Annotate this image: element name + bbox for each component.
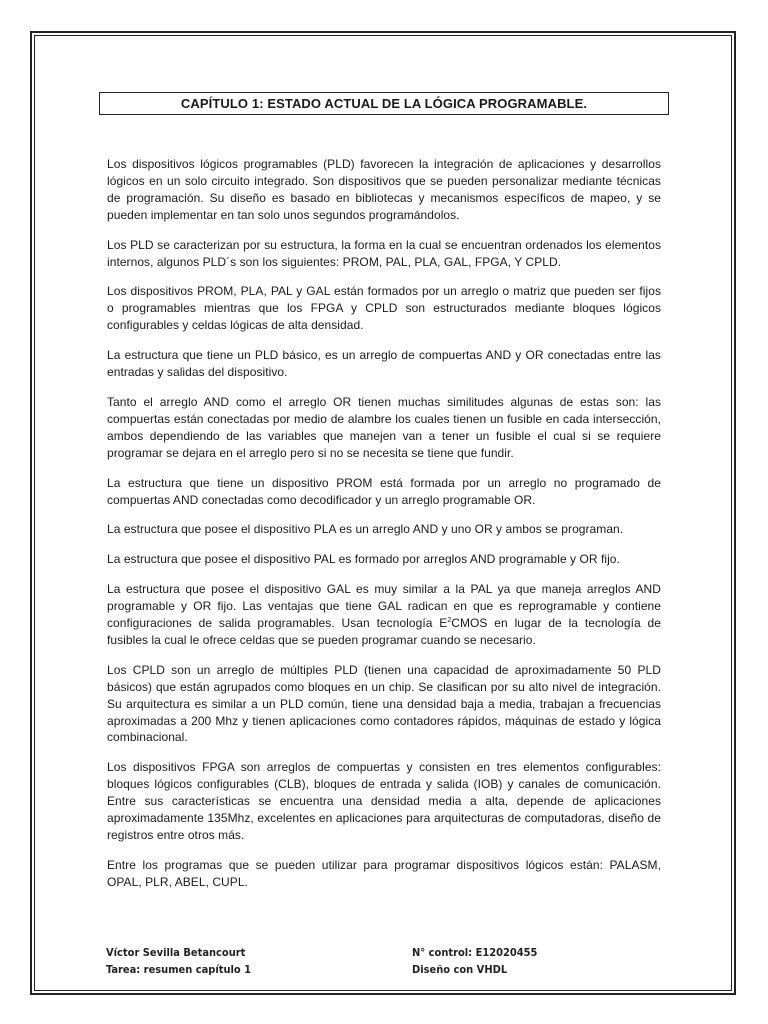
chapter-title: CAPÍTULO 1: ESTADO ACTUAL DE LA LÓGICA PROGRAMABLE.: [99, 92, 669, 115]
paragraph-gal: [107, 581, 661, 649]
paragraph-and-or-arrays: Tanto el arreglo AND como el arreglo OR tienen muchas similitudes algunas de estas son: las compuertas están conectadas por medio de alambre los cuales tienen un fusible en cada intersección, ambos dependiendo de las variables que manejen van a tener un fusible el cual si se requiere programar se dejara en el arreglo pero si no se necesita se tiene que fundir.: [107, 394, 661, 460]
paragraph-arrays: Los dispositivos PROM, PLA, PAL y GAL están formados por un arreglo o matriz que pueden ser fijos o programables mientras que los FPGA y CPLD son estructurados mediante bloques lógicos configurables y celdas lógicas de alta densidad.: [107, 284, 661, 333]
footer-assignment: Tarea: resumen capítulo 1: [106, 963, 252, 976]
footer-right: [412, 944, 537, 978]
paragraph-pld-intro: Los dispositivos lógicos programables (PLD) favorecen la integración de aplicaciones y desarrollos lógicos en un solo circuito integrado. Son dispositivos que se pueden personalizar mediante técnicas de programación. Su diseño es basado en bibliotecas y mecanismos específicos de mapeo, y se pueden implementar en tan solo unos segundos programándolos.: [107, 157, 661, 222]
paragraph-pla: La estructura que posee el dispositivo PLA es un arreglo AND y uno OR y ambos se programan.: [107, 522, 624, 537]
paragraph-prom: La estructura que tiene un dispositivo PROM está formada por un arreglo no programado de compuertas AND conectadas como decodificador y un arreglo programable OR.: [107, 475, 661, 507]
paragraph-gal-head: La estructura que posee el dispositivo GAL es muy similar a la PAL ya que maneja arreglos AND programable y OR fijo. Las ventajas que tiene GAL radican en que es reprogramable y contiene configuraciones de salida programables. Usan tecnología E: [107, 582, 661, 631]
footer-author: Víctor Sevilla Betancourt: [106, 946, 246, 959]
paragraph-cpld: Los CPLD son un arreglo de múltiples PLD (tienen una capacidad de aproximadamente 50 PLD básicos) que están agrupados como bloques en un chip. Se clasifican por su alto nivel de integración. Su arquitectura es similar a un PLD común, tiene una densidad baja a media, trabajan a frecuencias aproximadas a 200 Mhz y tienen aplicaciones como contadores rápidos, máquinas de estado y lógica combinacional.: [107, 662, 661, 745]
paragraph-pal: La estructura que posee el dispositivo PAL es formado por arreglos AND programable y OR fijo.: [107, 552, 620, 567]
document-body: [107, 156, 661, 904]
footer-control-number: N° control: E12020455: [412, 946, 538, 959]
paragraph-programs: Entre los programas que se pueden utilizar para programar dispositivos lógicos están: PALASM, OPAL, PLR, ABEL, CUPL.: [107, 857, 661, 889]
paragraph-basic-pld: La estructura que tiene un PLD básico, es un arreglo de compuertas AND y OR conectadas entre las entradas y salidas del dispositivo.: [107, 348, 661, 380]
paragraph-fpga: Los dispositivos FPGA son arreglos de compuertas y consisten en tres elementos configurables: bloques lógicos configurables (CLB), bloques de entrada y salida (IOB) y canales de comunicación. Entre sus características se encuentra una densidad media a alta, depende de aplicaciones aproximadamente 135Mhz, excelentes en aplicaciones para arquitecturas de computadoras, diseño de registros entre otros más.: [107, 760, 661, 842]
paragraph-pld-structure: Los PLD se caracterizan por su estructura, la forma en la cual se encuentran ordenados los elementos internos, algunos PLD´s son los siguientes: PROM, PAL, PLA, GAL, FPGA, Y CPLD.: [107, 237, 661, 269]
footer-left: [106, 944, 251, 978]
paragraph-gal-tail: CMOS en lugar de la tecnología de fusibles la cual le ofrece celdas que se pueden programar cuando se necesario.: [107, 616, 661, 647]
footer-course: Diseño con VHDL: [412, 963, 508, 976]
superscript-two: 2: [447, 617, 452, 625]
